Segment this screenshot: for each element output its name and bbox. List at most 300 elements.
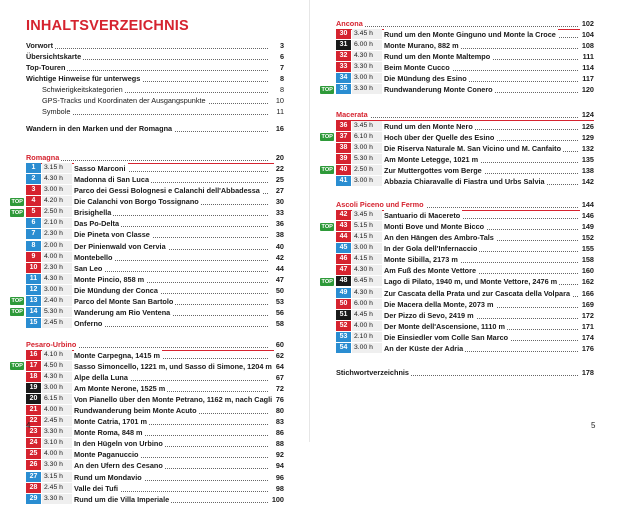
tour-entry[interactable] <box>74 438 284 449</box>
tour-number: 35 <box>336 84 351 94</box>
entry-title: Zur Muttergottes vom Berge <box>384 165 482 175</box>
entry-title: Sasso Marconi <box>74 164 126 174</box>
entry-title: An den Hängen des Ambro-Tals <box>384 233 494 243</box>
tour-number: 7 <box>26 229 41 239</box>
tour-number: 12 <box>26 285 41 295</box>
tour-entry[interactable] <box>384 73 594 84</box>
tour-number: 18 <box>26 372 41 382</box>
tour-number: 17 <box>26 361 41 371</box>
page-number: 8 <box>279 85 284 95</box>
entry-title: Brisighella <box>74 208 112 218</box>
page-number: 67 <box>275 372 284 382</box>
entry-title: Parco del Monte San Bartolo <box>74 296 174 306</box>
tour-entry[interactable] <box>384 84 594 95</box>
toc-entry[interactable] <box>26 123 284 134</box>
tour-duration: 5.15 h <box>352 221 382 231</box>
page-number: 92 <box>275 450 284 460</box>
tour-duration: 3.45 h <box>352 121 382 131</box>
tour-number: 31 <box>336 40 351 50</box>
tour-number: 34 <box>336 73 351 83</box>
tour-entry[interactable] <box>74 460 284 471</box>
tour-number: 41 <box>336 176 351 186</box>
entry-title: Am Fuß des Monte Vettore <box>384 266 477 276</box>
tour-duration: 2.45 h <box>42 483 72 493</box>
tour-duration: 3.00 h <box>352 73 382 83</box>
page-number: 30 <box>275 197 284 207</box>
page-number: 129 <box>581 132 594 142</box>
entry-title: Monte Catria, 1701 m <box>74 417 147 427</box>
tour-entry[interactable] <box>384 51 594 62</box>
tour-duration: 2.10 h <box>352 332 382 342</box>
entry-title: Ancona <box>336 19 363 28</box>
tour-duration: 3.00 h <box>352 143 382 153</box>
page-number: 33 <box>275 208 284 218</box>
tour-duration: 2.50 h <box>352 165 382 175</box>
entry-title: Sasso Simoncello, 1221 m, und Sasso di Simone, 1204 m <box>74 361 272 371</box>
tour-entry[interactable] <box>74 361 284 372</box>
page-number: 11 <box>276 107 284 117</box>
page-number: 126 <box>581 121 594 131</box>
entry-title: Übersichtskarte <box>26 52 82 62</box>
tour-duration: 6.10 h <box>352 132 382 142</box>
entry-title: Stichwortverzeichnis <box>336 367 409 377</box>
tour-number: 44 <box>336 232 351 242</box>
tour-entry[interactable] <box>384 62 594 73</box>
toc-entry[interactable] <box>42 84 284 95</box>
tour-number: 32 <box>336 51 351 61</box>
right-page <box>310 0 620 442</box>
entry-title: Die Mündung der Conca <box>74 285 158 295</box>
page-number: 25 <box>275 175 284 185</box>
tour-duration: 4.00 h <box>42 405 72 415</box>
tour-entry[interactable] <box>74 394 284 405</box>
page-number: 174 <box>581 332 594 342</box>
tour-number: 30 <box>336 29 351 39</box>
tour-entry[interactable] <box>74 483 284 494</box>
page-number: 178 <box>581 367 594 377</box>
entry-title: Abbazia Chiaravalle di Fiastra und Urbs Salvia <box>384 176 545 186</box>
page-number: 176 <box>581 343 594 353</box>
tour-entry[interactable] <box>384 176 594 187</box>
page-number-left: 4 <box>26 421 31 430</box>
page-number: 72 <box>275 384 284 393</box>
toc-entry[interactable] <box>26 73 284 84</box>
entry-title: In der Gola dell'Infernaccio <box>384 244 478 254</box>
left-page <box>0 0 310 504</box>
tour-entry[interactable] <box>384 332 594 343</box>
page-number: 83 <box>275 417 284 427</box>
page-number: 3 <box>279 41 284 50</box>
page-number: 58 <box>275 319 284 329</box>
page-number: 80 <box>275 406 284 416</box>
tour-entry[interactable] <box>384 276 594 287</box>
page-number: 56 <box>275 307 284 317</box>
entry-title: Rund um den Monte Nero <box>384 121 473 131</box>
top-tour-badge: TOP <box>11 309 23 316</box>
toc-entry[interactable] <box>336 367 594 378</box>
tour-number: 54 <box>336 343 351 353</box>
entry-title: Die Einsiedler vom Colle San Marco <box>384 332 509 342</box>
tour-entry[interactable] <box>74 263 284 274</box>
tour-entry[interactable] <box>384 40 594 51</box>
page-number: 146 <box>581 211 594 221</box>
tour-entry[interactable] <box>74 285 284 296</box>
page-number: 152 <box>581 233 594 243</box>
tour-number: 38 <box>336 143 351 153</box>
tour-duration: 4.00 h <box>42 449 72 459</box>
page-number: 8 <box>279 74 284 84</box>
top-tour-badge: TOP <box>11 209 23 216</box>
page-number: 108 <box>581 41 594 51</box>
entry-title: Am Monte Letegge, 1021 m <box>384 154 479 164</box>
page-title: INHALTSVERZEICHNIS <box>26 18 189 34</box>
page-number: 16 <box>275 123 284 133</box>
tour-number: 51 <box>336 310 351 320</box>
entry-title: Onferno <box>74 319 103 329</box>
page-number: 62 <box>275 350 284 360</box>
tour-number: 33 <box>336 62 351 72</box>
tour-number: 8 <box>26 241 41 251</box>
tour-entry[interactable] <box>74 185 284 196</box>
tour-duration: 4.50 h <box>42 361 72 371</box>
tour-entry[interactable] <box>384 243 594 254</box>
tour-number: 21 <box>26 405 41 415</box>
entry-title: Rund um den Monte Maltempo <box>384 52 491 62</box>
tour-entry[interactable] <box>74 174 284 185</box>
tour-entry[interactable] <box>384 29 594 40</box>
entry-title: Hoch über der Quelle des Esino <box>384 132 495 142</box>
page-number: 60 <box>275 339 284 349</box>
tour-number: 47 <box>336 265 351 275</box>
tour-duration: 3.30 h <box>352 62 382 72</box>
tour-entry[interactable] <box>74 494 284 505</box>
entry-title: An der Küste der Adria <box>384 343 464 353</box>
tour-entry[interactable] <box>384 154 594 165</box>
page-number: 38 <box>275 230 284 240</box>
toc-entry[interactable] <box>42 95 284 106</box>
tour-number: 52 <box>336 321 351 331</box>
page-number: 10 <box>275 96 284 106</box>
entry-title: Madonna di San Luca <box>74 175 150 185</box>
tour-entry[interactable] <box>384 321 594 332</box>
page-number: 114 <box>582 63 594 73</box>
page-number: 100 <box>271 494 284 504</box>
entry-title: Montebello <box>74 252 113 262</box>
entry-title: Die Riserva Naturale M. San Vicino und M. Canfaito <box>384 143 562 153</box>
page-number: 53 <box>275 296 284 306</box>
toc-entry[interactable] <box>26 51 284 62</box>
tour-entry[interactable] <box>74 372 284 383</box>
tour-number: 53 <box>336 332 351 342</box>
leader-dots <box>336 109 578 118</box>
tour-entry[interactable] <box>384 132 594 143</box>
page-number: 144 <box>581 199 594 209</box>
tour-number: 40 <box>336 165 351 175</box>
entry-title: Die Mündung des Esino <box>384 74 467 84</box>
tour-number: 28 <box>26 483 41 493</box>
tour-duration: 5.30 h <box>42 307 72 317</box>
tour-duration: 4.20 h <box>42 196 72 206</box>
tour-number: 11 <box>26 274 41 284</box>
tour-entry[interactable] <box>74 449 284 460</box>
tour-duration: 3.15 h <box>42 472 72 482</box>
tour-duration: 4.30 h <box>42 274 72 284</box>
tour-number: 22 <box>26 416 41 426</box>
tour-number: 16 <box>26 350 41 360</box>
leader-dots <box>336 18 578 27</box>
tour-duration: 2.45 h <box>42 416 72 426</box>
page-number: 20 <box>275 153 284 162</box>
tour-duration: 4.00 h <box>42 252 72 262</box>
page-number: 98 <box>275 483 284 493</box>
tour-entry[interactable] <box>74 252 284 263</box>
tour-duration: 4.10 h <box>42 350 72 360</box>
tour-number: 37 <box>336 132 351 142</box>
entry-title: Rundwanderung beim Monte Acuto <box>74 406 197 416</box>
tour-duration: 3.45 h <box>352 210 382 220</box>
entry-title: Der Pizzo di Sevo, 2419 m <box>384 310 474 320</box>
entry-title: Valle dei Tufi <box>74 483 119 493</box>
tour-duration: 3.00 h <box>352 176 382 186</box>
top-tour-badge: TOP <box>321 134 333 141</box>
tour-entry[interactable] <box>74 163 284 174</box>
entry-title: Top-Touren <box>26 63 66 73</box>
entry-title: Wanderung am Rio Ventena <box>74 307 171 317</box>
tour-duration: 4.30 h <box>352 51 382 61</box>
top-tour-badge: TOP <box>321 167 333 174</box>
tour-duration: 2.10 h <box>42 218 72 228</box>
entry-title: Das Po-Delta <box>74 219 120 229</box>
page-number: 47 <box>275 274 284 284</box>
entry-title: Rund um Mondavio <box>74 472 142 482</box>
entry-title: Alpe della Luna <box>74 372 128 382</box>
top-tour-badge: TOP <box>321 86 333 93</box>
tour-duration: 4.30 h <box>42 372 72 382</box>
page-number: 76 <box>275 395 284 405</box>
tour-number: 5 <box>26 207 41 217</box>
entry-title: Vorwort <box>26 41 54 50</box>
tour-duration: 3.00 h <box>42 185 72 195</box>
tour-number: 45 <box>336 243 351 253</box>
leader-dots <box>26 40 268 49</box>
entry-title: Die Calanchi von Borgo Tossignano <box>74 197 199 207</box>
tour-entry[interactable] <box>384 343 594 354</box>
tour-duration: 4.30 h <box>352 288 382 298</box>
entry-title: Monti Bove und Monte Bicco <box>384 222 485 232</box>
tour-number: 23 <box>26 427 41 437</box>
tour-number: 6 <box>26 218 41 228</box>
tour-duration: 3.00 h <box>352 343 382 353</box>
entry-title: Von Pianello über den Monte Petrano, 1162 m, nach Cagli <box>74 395 273 405</box>
entry-title: Monte Carpegna, 1415 m <box>74 350 160 360</box>
tour-number: 1 <box>26 163 41 173</box>
page-number: 102 <box>581 19 594 28</box>
page-number: 44 <box>275 263 284 273</box>
page-number: 22 <box>275 164 284 174</box>
page-number: 104 <box>581 30 594 40</box>
tour-number: 43 <box>336 221 351 231</box>
entry-title: Macerata <box>336 110 368 120</box>
page-number: 171 <box>581 321 594 331</box>
toc-entry[interactable] <box>26 40 284 51</box>
tour-number: 36 <box>336 121 351 131</box>
leader-dots <box>26 152 268 161</box>
top-tour-badge: TOP <box>11 198 23 205</box>
entry-title: Rund um die Villa Imperiale <box>74 494 170 504</box>
tour-duration: 3.30 h <box>42 427 72 437</box>
tour-duration: 3.30 h <box>42 460 72 470</box>
tour-number: 19 <box>26 383 41 393</box>
page-number: 162 <box>581 277 594 287</box>
tour-entry[interactable] <box>74 229 284 240</box>
tour-entry[interactable] <box>74 241 284 252</box>
tour-entry[interactable] <box>384 232 594 243</box>
tour-number: 42 <box>336 210 351 220</box>
entry-title: Ascoli Piceno und Fermo <box>336 199 424 209</box>
tour-entry[interactable] <box>74 350 284 361</box>
tour-entry[interactable] <box>74 307 284 318</box>
entry-title: Die Pineta von Classe <box>74 230 150 240</box>
entry-title: Romagna <box>26 153 60 162</box>
tour-number: 29 <box>26 494 41 504</box>
page-number: 88 <box>275 439 284 449</box>
entry-title: Monte Sibilla, 2173 m <box>384 255 458 265</box>
tour-entry[interactable] <box>74 218 284 229</box>
tour-number: 9 <box>26 252 41 262</box>
tour-duration: 2.45 h <box>42 318 72 328</box>
tour-duration: 6.00 h <box>352 40 382 50</box>
entry-title: Zur Cascata della Prata und zur Cascata della Volpara <box>384 288 571 298</box>
page-number: 149 <box>581 222 594 232</box>
tour-number: 24 <box>26 438 41 448</box>
tour-number: 46 <box>336 254 351 264</box>
tour-number: 15 <box>26 318 41 328</box>
tour-entry[interactable] <box>74 196 284 207</box>
entry-title: Parco dei Gessi Bolognesi e Calanchi dell'Abbadessa <box>74 186 260 196</box>
tour-entry[interactable] <box>384 121 594 132</box>
tour-entry[interactable] <box>74 405 284 416</box>
entry-title: GPS-Tracks und Koordinaten der Ausgangspunkte <box>42 96 206 106</box>
tour-duration: 3.15 h <box>42 163 72 173</box>
entry-title: In den Hügeln von Urbino <box>74 439 163 449</box>
entry-title: Am Monte Nerone, 1525 m <box>74 384 166 393</box>
tour-entry[interactable] <box>74 383 284 394</box>
top-tour-badge: TOP <box>321 223 333 230</box>
tour-entry[interactable] <box>384 143 594 154</box>
page-number: 42 <box>275 252 284 262</box>
tour-number: 2 <box>26 174 41 184</box>
tour-duration: 4.45 h <box>352 310 382 320</box>
page-number: 96 <box>275 472 284 482</box>
entry-title: An den Ufern des Cesano <box>74 461 163 471</box>
page-number-right: 5 <box>591 421 596 430</box>
page-number: 6 <box>279 52 284 62</box>
toc-entry[interactable] <box>42 106 284 117</box>
tour-entry[interactable] <box>74 318 284 329</box>
tour-duration: 4.30 h <box>352 265 382 275</box>
tour-entry[interactable] <box>384 210 594 221</box>
page-number: 117 <box>582 74 594 84</box>
page-number: 94 <box>275 461 284 471</box>
entry-title: Der Pinienwald von Cervia <box>74 241 166 251</box>
tour-number: 3 <box>26 185 41 195</box>
entry-title: Schwierigkeitskategorien <box>42 85 123 95</box>
page-number: 169 <box>581 299 594 309</box>
entry-title: Monte Pincio, 858 m <box>74 274 145 284</box>
tour-number: 26 <box>26 460 41 470</box>
page-number: 27 <box>275 186 284 196</box>
tour-duration: 3.30 h <box>352 84 382 94</box>
tour-number: 13 <box>26 296 41 306</box>
page-number: 120 <box>581 85 594 95</box>
tour-duration: 2.30 h <box>42 263 72 273</box>
tour-entry[interactable] <box>384 310 594 321</box>
entry-title: Wichtige Hinweise für unterwegs <box>26 74 141 84</box>
tour-duration: 3.00 h <box>42 383 72 393</box>
tour-entry[interactable] <box>74 416 284 427</box>
page-number: 172 <box>581 310 594 320</box>
entry-title: Symbole <box>42 107 71 117</box>
tour-duration: 3.30 h <box>42 494 72 504</box>
tour-entry[interactable] <box>384 221 594 232</box>
entry-title: Lago di Pilato, 1940 m, und Monte Vettore, 2476 m <box>384 277 558 287</box>
tour-entry[interactable] <box>384 165 594 176</box>
entry-title: Rundwanderung Monte Conero <box>384 85 493 95</box>
tour-entry[interactable] <box>74 472 284 483</box>
tour-entry[interactable] <box>74 274 284 285</box>
tour-number: 39 <box>336 154 351 164</box>
leader-dots <box>42 106 268 115</box>
entry-title: Rund um den Monte Ginguno und Monte la Croce <box>384 30 556 40</box>
tour-entry[interactable] <box>74 207 284 218</box>
tour-duration: 2.00 h <box>42 241 72 251</box>
page-number: 158 <box>581 255 594 265</box>
toc-entry[interactable] <box>26 62 284 73</box>
tour-entry[interactable] <box>384 299 594 310</box>
entry-title: Die Macera della Monte, 2073 m <box>384 299 494 309</box>
tour-duration: 2.30 h <box>42 229 72 239</box>
tour-duration: 3.00 h <box>42 285 72 295</box>
tour-duration: 4.30 h <box>42 174 72 184</box>
page-number: 166 <box>581 288 594 298</box>
top-tour-badge: TOP <box>11 363 23 370</box>
entry-title: Monte Murano, 882 m <box>384 41 459 51</box>
entry-title: Santuario di Macereto <box>384 211 461 221</box>
top-tour-badge: TOP <box>321 278 333 285</box>
tour-duration: 6.15 h <box>42 394 72 404</box>
tour-entry[interactable] <box>384 265 594 276</box>
tour-number: 48 <box>336 276 351 286</box>
tour-duration: 4.15 h <box>352 232 382 242</box>
tour-number: 49 <box>336 288 351 298</box>
entry-title: Monte Paganuccio <box>74 450 139 460</box>
tour-duration: 4.00 h <box>352 321 382 331</box>
tour-duration: 3.45 h <box>352 29 382 39</box>
entry-title: Der Monte dell'Ascensione, 1110 m <box>384 321 505 331</box>
tour-number: 20 <box>26 394 41 404</box>
tour-number: 4 <box>26 196 41 206</box>
tour-number: 25 <box>26 449 41 459</box>
tour-duration: 3.10 h <box>42 438 72 448</box>
page-number: 7 <box>279 63 284 73</box>
top-tour-badge: TOP <box>11 298 23 305</box>
tour-entry[interactable] <box>74 296 284 307</box>
page-number: 36 <box>275 219 284 229</box>
tour-entry[interactable] <box>384 254 594 265</box>
page-number: 155 <box>581 244 594 254</box>
tour-entry[interactable] <box>384 288 594 299</box>
tour-entry[interactable] <box>74 427 284 438</box>
